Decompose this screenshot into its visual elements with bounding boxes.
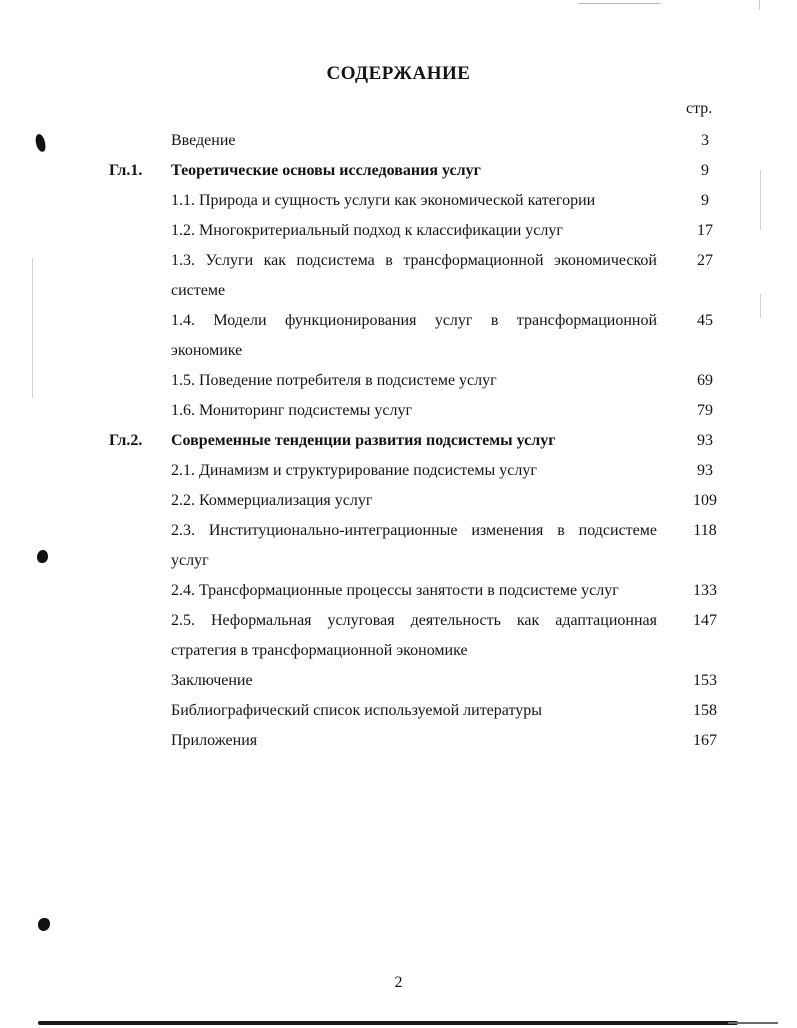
toc-entry: [0, 186, 797, 216]
chapter-label: Гл.2.: [109, 432, 143, 449]
scan-edge-bottom: [38, 1018, 778, 1028]
toc-entry: [0, 126, 797, 156]
scan-blot: [38, 918, 50, 931]
toc-entry-title: 2.5. Неформальная услуговая деятельность как адаптационная стратегия в трансформационной экономике: [171, 612, 657, 659]
toc-entry-page: 118: [693, 522, 717, 539]
toc-entry: [0, 216, 797, 246]
toc-entry: [0, 306, 797, 366]
toc-entry-page: 167: [693, 732, 717, 749]
toc-entry-page: 79: [697, 402, 713, 419]
toc-entry-title: Теоретические основы исследования услуг: [171, 162, 481, 179]
toc-entry: [0, 726, 797, 756]
toc-entry-page: 133: [693, 582, 717, 599]
toc-entry-title: 1.1. Природа и сущность услуги как экономической категории: [171, 192, 596, 209]
page-number: 2: [394, 974, 403, 991]
toc-entry-page: 9: [701, 192, 709, 209]
toc-entry-title: 2.3. Институционально-интеграционные изменения в подсистеме услуг: [171, 522, 657, 569]
toc-entry-page: 69: [697, 372, 713, 389]
toc-entry-page: 158: [693, 702, 717, 719]
toc-entry: [0, 576, 797, 606]
toc-entry-title: Введение: [171, 132, 236, 149]
toc-entry: [0, 426, 797, 456]
scan-edge-top: [578, 3, 660, 4]
toc-entry: [0, 696, 797, 726]
toc-entry-page: 153: [693, 672, 717, 689]
toc-entry: [0, 606, 797, 666]
toc-entry-title: Библиографический список используемой литературы: [171, 702, 542, 719]
toc-entry-page: 109: [693, 492, 717, 509]
toc-entry-title: 1.6. Мониторинг подсистемы услуг: [171, 402, 413, 419]
toc-entry-page: 9: [701, 162, 709, 179]
scan-edge-bar: [38, 1021, 738, 1025]
toc-entry-page: 27: [697, 252, 713, 269]
toc-entry-page: 147: [693, 612, 717, 629]
toc-entry-title: 2.4. Трансформационные процессы занятости в подсистеме услуг: [171, 582, 619, 599]
toc-entry: [0, 666, 797, 696]
page-column-label: стр.: [686, 100, 713, 117]
toc-entry-title: Приложения: [171, 732, 258, 749]
toc-entry-page: 93: [697, 432, 713, 449]
page-title: СОДЕРЖАНИЕ: [326, 63, 471, 84]
toc-entry: [0, 156, 797, 186]
toc-entry-title: Заключение: [171, 672, 253, 689]
toc-entry: [0, 396, 797, 426]
toc-entry-page: 45: [697, 312, 713, 329]
toc-entry: [0, 246, 797, 306]
scan-edge-bar: [728, 1022, 778, 1024]
toc-entry-title: 1.2. Многокритериальный подход к классификации услуг: [171, 222, 563, 239]
toc-entry: [0, 486, 797, 516]
toc-entry-title: Современные тенденции развития подсистемы услуг: [171, 432, 556, 449]
toc-entry-title: 1.5. Поведение потребителя в подсистеме услуг: [171, 372, 497, 389]
toc-entry: [0, 366, 797, 396]
table-of-contents: [0, 126, 797, 756]
toc-entry-title: 1.4. Модели функционирования услуг в трансформационной экономике: [171, 312, 657, 359]
toc-entry-title: 1.3. Услуги как подсистема в трансформационной экономической системе: [171, 252, 657, 299]
toc-entry-title: 2.1. Динамизм и структурирование подсистемы услуг: [171, 462, 537, 479]
toc-entry-page: 93: [697, 462, 713, 479]
scan-edge-corner: [745, 0, 760, 10]
chapter-label: Гл.1.: [109, 162, 143, 179]
toc-entry-title: 2.2. Коммерциализация услуг: [171, 492, 373, 509]
toc-entry: [0, 516, 797, 576]
toc-entry-page: 3: [701, 132, 709, 149]
toc-entry: [0, 456, 797, 486]
toc-entry-page: 17: [697, 222, 713, 239]
